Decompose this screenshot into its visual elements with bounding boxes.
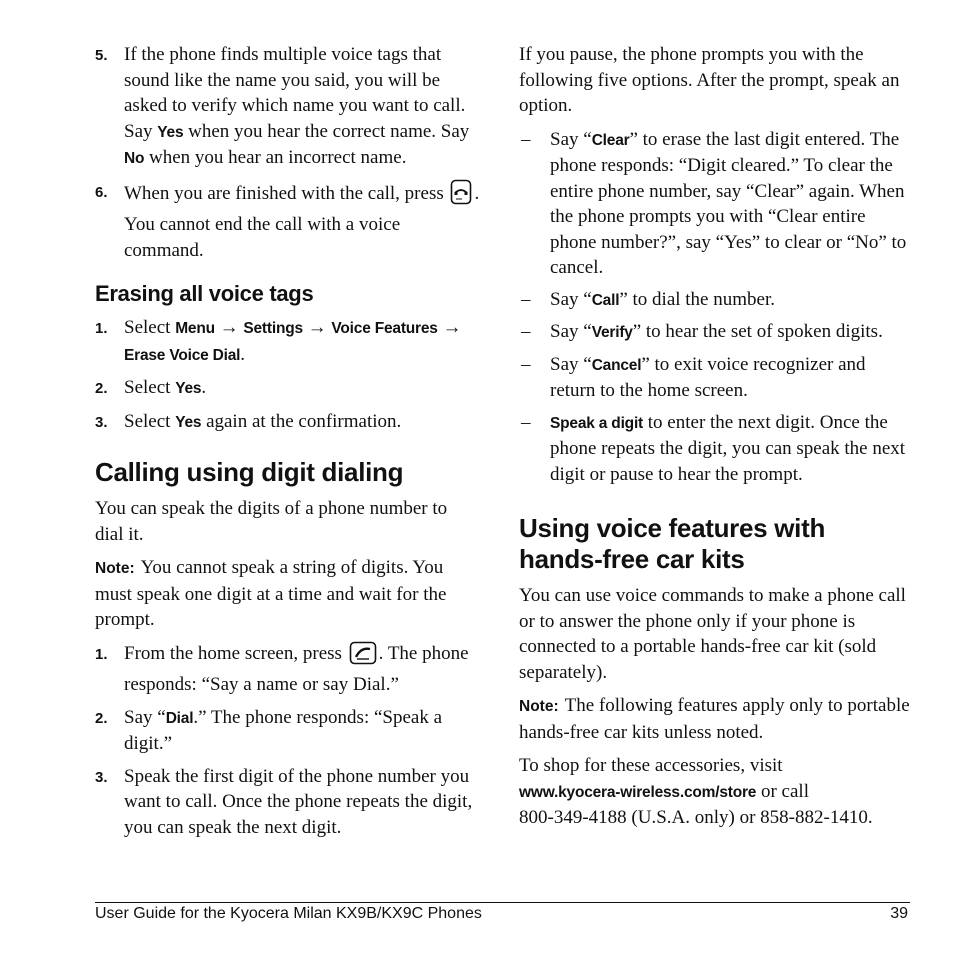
arrow-icon: → bbox=[307, 317, 327, 338]
menu-label: Menu bbox=[175, 320, 215, 337]
step-text: If the phone finds multiple voice tags that sound like the name you said, you will be asked to verify which name you want to call. Say Yes when you hear the correct name. Say No when you hear an incorrect name. bbox=[124, 44, 470, 168]
left-column bbox=[95, 42, 480, 847]
option-call bbox=[519, 287, 911, 314]
step-number: 1. bbox=[95, 645, 108, 663]
dash-mark: – bbox=[521, 128, 531, 150]
verify-label: Verify bbox=[591, 324, 633, 341]
step-text: Select Menu → Settings → Voice Features → Erase Voice Dial. bbox=[124, 317, 462, 365]
kits-intro: You can use voice commands to make a phone call or to answer the phone only if your phone is connected to a portable hands-free car kit (sold separately). bbox=[519, 585, 906, 683]
option-speak-digit bbox=[519, 410, 911, 488]
option-text: Say “Clear” to erase the last digit entered. The phone responds: “Digit cleared.” To clear the entire phone number, say “Clear” again. When the phone prompts you with “Clear entire phone number?”, say “Yes” to clear or “No” to cancel. bbox=[550, 128, 907, 278]
car-kits-heading: Using voice features with hands-free car kits bbox=[519, 513, 826, 574]
arrow-icon: → bbox=[219, 317, 239, 338]
settings-label: Settings bbox=[243, 320, 303, 337]
speak-digit-label: Speak a digit bbox=[550, 414, 644, 432]
shop-paragraph: To shop for these accessories, visit www.kyocera-wireless.com/store or call 800-349-4188 (U.S.A. only) or 858-882-1410. bbox=[519, 755, 873, 828]
step-number: 3. bbox=[95, 768, 108, 786]
kits-note bbox=[519, 693, 911, 745]
call-label: Call bbox=[591, 291, 620, 309]
digit-intro: You can speak the digits of a phone number to dial it. bbox=[95, 498, 448, 545]
erase-step-2 bbox=[95, 375, 480, 402]
step-text: Select Yes again at the confirmation. bbox=[124, 410, 402, 432]
step-number: 1. bbox=[95, 320, 108, 337]
step-text: When you are finished with the call, press . You cannot end the call with a voice command. bbox=[124, 179, 480, 264]
yes-label: Yes bbox=[175, 380, 202, 397]
step-number: 6. bbox=[95, 183, 108, 201]
step-number: 2. bbox=[95, 380, 108, 397]
option-text: Say “Cancel” to exit voice recognizer and return to the home screen. bbox=[550, 353, 866, 401]
step-text: Speak the first digit of the phone number you want to call. Once the phone repeats the digit, you can speak the next digit. bbox=[124, 765, 473, 838]
note-text: The following features apply only to portable hands-free car kits unless noted. bbox=[519, 695, 910, 743]
footer-divider bbox=[95, 902, 910, 903]
arrow-icon: → bbox=[442, 317, 462, 338]
digit-dialing-heading: Calling using digit dialing bbox=[95, 457, 404, 487]
erase-step-3 bbox=[95, 409, 480, 436]
phone-numbers: 800-349-4188 (U.S.A. only) or 858-882-1410. bbox=[519, 807, 873, 828]
step-number: 5. bbox=[95, 47, 108, 64]
option-text: Say “Verify” to hear the set of spoken digits. bbox=[550, 321, 883, 342]
dial-label: Dial bbox=[165, 709, 194, 727]
clear-label: Clear bbox=[591, 131, 630, 149]
no-label: No bbox=[124, 150, 145, 167]
step-text: Select Yes. bbox=[124, 377, 207, 398]
option-text: Say “Call” to dial the number. bbox=[550, 288, 775, 310]
yes-label: Yes bbox=[175, 413, 202, 431]
erasing-heading: Erasing all voice tags bbox=[95, 281, 314, 306]
digit-step-3 bbox=[95, 764, 480, 841]
dash-mark: – bbox=[521, 353, 531, 375]
cancel-label: Cancel bbox=[591, 356, 642, 374]
option-clear bbox=[519, 127, 911, 281]
step-text: Say “Dial.” The phone responds: “Speak a digit.” bbox=[124, 706, 443, 754]
option-cancel bbox=[519, 352, 911, 404]
step-number: 3. bbox=[95, 413, 108, 431]
dash-mark: – bbox=[521, 411, 531, 433]
digit-step-2 bbox=[95, 705, 480, 757]
talk-key-icon bbox=[349, 641, 377, 673]
option-verify bbox=[519, 319, 911, 346]
erase-step-1 bbox=[95, 315, 480, 368]
footer-title: User Guide for the Kyocera Milan KX9B/KX9C Phones bbox=[95, 905, 482, 922]
digit-step-1 bbox=[95, 641, 480, 698]
note-label: Note: bbox=[95, 560, 135, 577]
option-text: Speak a digit to enter the next digit. Once the phone repeats the digit, you can speak the next digit or pause to hear the prompt. bbox=[550, 411, 906, 485]
store-link[interactable]: www.kyocera-wireless.com/store bbox=[519, 783, 757, 801]
right-column bbox=[519, 42, 911, 839]
note-text: You cannot speak a string of digits. You must speak one digit at a time and wait for the prompt. bbox=[95, 557, 447, 630]
dash-mark: – bbox=[521, 321, 531, 342]
note-label: Note: bbox=[519, 698, 559, 715]
digit-note bbox=[95, 555, 480, 633]
step-6 bbox=[95, 179, 480, 264]
dash-mark: – bbox=[521, 288, 531, 310]
erase-voice-dial-label: Erase Voice Dial bbox=[124, 346, 241, 364]
end-key-icon bbox=[450, 179, 472, 213]
page-number: 39 bbox=[890, 905, 908, 922]
step-number: 2. bbox=[95, 709, 108, 727]
voice-features-label: Voice Features bbox=[331, 320, 438, 337]
pause-intro: If you pause, the phone prompts you with the following five options. After the prompt, speak an option. bbox=[519, 44, 900, 116]
yes-label: Yes bbox=[157, 123, 184, 141]
step-text: From the home screen, press . The phone responds: “Say a name or say Dial.” bbox=[124, 642, 469, 695]
step-5 bbox=[95, 42, 480, 172]
